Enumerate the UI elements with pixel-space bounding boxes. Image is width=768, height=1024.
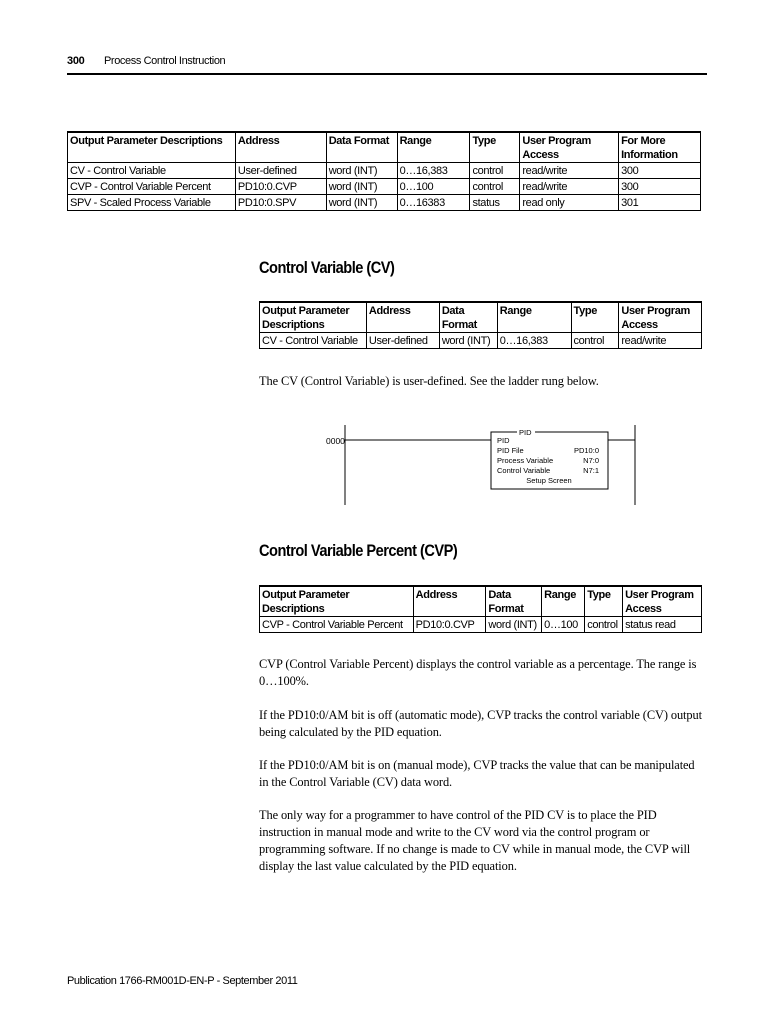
table-cell: CVP - Control Variable Percent (260, 617, 414, 633)
table-row (260, 333, 702, 349)
cvp-paragraph: If the PD10:0/AM bit is on (manual mode), CVP tracks the value that can be manipulated in the Control Variable (CV) data word. (259, 758, 695, 789)
table-cell: word (INT) (439, 333, 497, 349)
table-cell: status (470, 195, 520, 211)
page-header (67, 55, 707, 77)
table-cell: 300 (619, 163, 701, 179)
column-header: Address (366, 302, 439, 333)
table-row (260, 617, 702, 633)
cvp-parameter-table (259, 585, 702, 633)
column-header: For More Information (619, 132, 701, 163)
header-rule (67, 73, 707, 75)
cvp-paragraph: If the PD10:0/AM bit is off (automatic mode), CVP tracks the control variable (CV) output being calculated by the PID equation. (259, 708, 702, 739)
cv-description: The CV (Control Variable) is user-defined. See the ladder rung below. (259, 374, 599, 388)
table-cell: 300 (619, 179, 701, 195)
table-cell: control (571, 333, 619, 349)
table-cell: 0…16,383 (397, 163, 470, 179)
column-header: User Program Access (520, 132, 619, 163)
table-cell: word (INT) (326, 195, 397, 211)
table-cell: word (INT) (326, 179, 397, 195)
column-header: Address (413, 586, 486, 617)
block-line-value: PD10:0 (573, 446, 599, 455)
cvp-paragraph: The only way for a programmer to have control of the PID CV is to place the PID instruction in manual mode and write to the CV word via the control program or programming software. If no change is made to CV while in manual mode, the CVP will display the last value calculated by the PID equation. (259, 808, 691, 873)
column-header: Output Parameter Descriptions (260, 302, 367, 333)
table-row (68, 195, 701, 211)
table-cell: read/write (520, 163, 619, 179)
column-header: Data Format (326, 132, 397, 163)
cvp-paragraph: CVP (Control Variable Percent) displays the control variable as a percentage. The range is 0…100%. (259, 657, 697, 688)
table-cell: 0…16383 (397, 195, 470, 211)
table-cell: CV - Control Variable (68, 163, 236, 179)
table-cell: control (585, 617, 623, 633)
table-cell: PD10:0.SPV (235, 195, 326, 211)
column-header: Range (497, 302, 571, 333)
table-header-row (260, 586, 702, 617)
table-cell: read/write (520, 179, 619, 195)
column-header: Address (235, 132, 326, 163)
table-cell: 301 (619, 195, 701, 211)
main-parameter-table (67, 131, 701, 211)
table-cell: status read (623, 617, 702, 633)
table-header-row (68, 132, 701, 163)
table-cell: SPV - Scaled Process Variable (68, 195, 236, 211)
section-title-cvp: Control Variable Percent (CVP) (259, 541, 458, 560)
block-line-label: PID (497, 436, 510, 445)
column-header: User Program Access (619, 302, 702, 333)
block-line-label: PID File (497, 446, 524, 455)
table-cell: User-defined (235, 163, 326, 179)
table-cell: CVP - Control Variable Percent (68, 179, 236, 195)
table-cell: read only (520, 195, 619, 211)
table-row (68, 179, 701, 195)
table-cell: User-defined (366, 333, 439, 349)
table-row (68, 163, 701, 179)
table-cell: word (INT) (486, 617, 542, 633)
table-cell: word (INT) (326, 163, 397, 179)
block-line-value: N7:0 (583, 456, 599, 465)
table-header-row (260, 302, 702, 333)
block-line-value: N7:1 (583, 466, 599, 475)
column-header: Type (470, 132, 520, 163)
table-cell: control (470, 179, 520, 195)
table-cell: control (470, 163, 520, 179)
table-cell: 0…16,383 (497, 333, 571, 349)
block-line-label: Process Variable (497, 456, 554, 465)
page-footer: Publication 1766-RM001D-EN-P - September 2011 (67, 975, 298, 987)
pid-block-label: PID (519, 428, 532, 437)
table-cell: read/write (619, 333, 702, 349)
setup-screen-label: Setup Screen (526, 476, 572, 485)
section-title-cv: Control Variable (CV) (259, 258, 395, 277)
column-header: Type (571, 302, 619, 333)
column-header: Range (397, 132, 470, 163)
rung-number: 0000 (326, 436, 345, 446)
cv-parameter-table (259, 301, 702, 349)
column-header: Range (542, 586, 585, 617)
block-line-label: Control Variable (497, 466, 551, 475)
page-header-title: Process Control Instruction (104, 55, 226, 67)
ladder-rung-diagram (320, 420, 650, 510)
column-header: User Program Access (623, 586, 702, 617)
table-cell: 0…100 (542, 617, 585, 633)
column-header: Type (585, 586, 623, 617)
column-header: Data Format (439, 302, 497, 333)
table-cell: PD10:0.CVP (413, 617, 486, 633)
column-header: Data Format (486, 586, 542, 617)
table-cell: 0…100 (397, 179, 470, 195)
column-header: Output Parameter Descriptions (68, 132, 236, 163)
column-header: Output Parameter Descriptions (260, 586, 414, 617)
page-number: 300 (67, 55, 85, 67)
table-cell: PD10:0.CVP (235, 179, 326, 195)
table-cell: CV - Control Variable (260, 333, 367, 349)
